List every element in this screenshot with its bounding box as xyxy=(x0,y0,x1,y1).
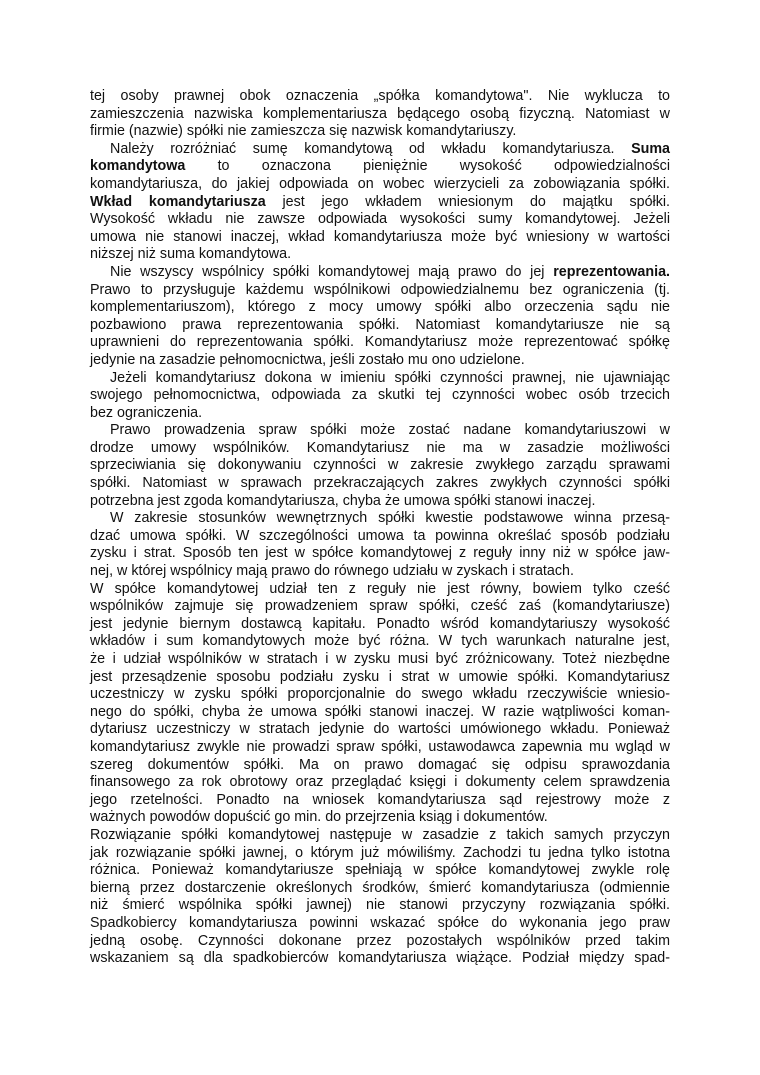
text-line xyxy=(90,475,670,493)
text-line xyxy=(90,229,670,247)
text-line xyxy=(90,299,670,317)
text-run: niższej niż suma komandytowa. xyxy=(90,246,292,263)
text-line xyxy=(90,123,670,141)
text-line xyxy=(90,669,670,687)
bold-term: komandytowa xyxy=(90,158,186,175)
text-line xyxy=(90,845,670,863)
text-run: W spółce komandytowej udział ten z reguły nie jest równy, bowiem tylko cześć xyxy=(90,580,670,597)
text-line xyxy=(90,528,670,546)
text-run: nej, w której wspólnicy mają prawo do równego udziału w zyskach i stratach. xyxy=(90,563,574,580)
text-run: jak rozwiązanie spółki jawnej, o którym już mówiliśmy. Zachodzi tu jedna tylko istotna xyxy=(90,844,670,861)
text-run: drodze umowy wspólników. Komandytariusz nie ma w zasadzie możliwości xyxy=(90,439,670,456)
text-line xyxy=(90,933,670,951)
text-run: pozbawiono prawa reprezentowania spółki. Natomiast komandytariusze nie są xyxy=(90,316,670,333)
text-line xyxy=(90,405,670,423)
text-run: Spadkobiercy komandytariusza powinni wskazać spółce do wykonania jego praw xyxy=(90,914,670,931)
text-run: jest jedynie biernym dostawcą kapitału. Ponadto wśród komandytariuszy wysokość xyxy=(90,615,670,632)
text-run: dzać umowa spółki. W szczególności umowa ta powinna określać sposób podziału xyxy=(90,527,670,544)
text-line xyxy=(90,88,670,106)
bold-term: Suma xyxy=(631,140,670,157)
text-line xyxy=(90,581,670,599)
text-run: to oznaczona pieniężnie wysokość odpowiedzialności xyxy=(185,158,670,175)
paragraph-p5 xyxy=(90,422,670,510)
text-run: Rozwiązanie spółki komandytowej następuje w zasadzie z takich samych przyczyn xyxy=(90,826,670,843)
bold-term: Wkład komandytariusza xyxy=(90,193,266,210)
text-run: finansowego za rok obrotowy oraz przeglądać księgi i dokumenty celem sprawdzenia xyxy=(90,774,670,791)
text-line xyxy=(90,370,670,388)
text-run: W zakresie stosunków wewnętrznych spółki kwestie podstawowe winna przesą- xyxy=(110,510,670,527)
text-run: jego rzetelności. Ponadto na wniosek komandytariusza sąd rejestrowy może z xyxy=(90,791,670,808)
text-run: nego do spółki, chyba że umowa spółki stanowi inaczej. W razie wątpliwości koman- xyxy=(90,703,670,720)
text-line xyxy=(90,704,670,722)
text-run: jest przesądzenie sposobu podziału zysku i strat w umowie spółki. Komandytariusz xyxy=(90,668,670,685)
text-line xyxy=(90,352,670,370)
text-run: Prawo to przysługuje każdemu wspólnikowi odpowiedzialnemu bez ograniczenia (tj. xyxy=(90,281,670,298)
text-run: swojego pełnomocnictwa, odpowiada za skutki tej czynności wobec osób trzecich xyxy=(90,387,670,404)
text-run: jedną osobę. Czynności dokonane przez pozostałych wspólników przed takim xyxy=(90,932,670,949)
text-line xyxy=(90,387,670,405)
text-run: jedynie na zasadzie pełnomocnictwa, jeśli zostało mu ono udzielone. xyxy=(90,351,525,368)
text-line xyxy=(90,827,670,845)
text-line xyxy=(90,563,670,581)
text-run: uprawnieni do reprezentowania spółki. Komandytariusz może reprezentować spółkę xyxy=(90,334,670,351)
text-run: tej osoby prawnej obok oznaczenia „spółka komandytowa". Nie wyklucza to xyxy=(90,88,670,104)
paragraph-p7 xyxy=(90,581,670,827)
text-line xyxy=(90,158,670,176)
text-line xyxy=(90,457,670,475)
bold-term: reprezentowania. xyxy=(553,263,670,280)
text-line xyxy=(90,757,670,775)
paragraph-p6 xyxy=(90,510,670,580)
text-line xyxy=(90,176,670,194)
text-line xyxy=(90,721,670,739)
text-run: dytariusz uczestniczy w stratach jedynie do wartości umówionego wkładu. Ponieważ xyxy=(90,721,670,738)
text-line xyxy=(90,211,670,229)
text-line xyxy=(90,880,670,898)
text-run: Prawo prowadzenia spraw spółki może zostać nadane komandytariuszowi w xyxy=(110,422,670,439)
paragraph-p4 xyxy=(90,370,670,423)
text-run: komplementariuszom), którego z mocy umowy spółki albo orzeczenia sądu nie xyxy=(90,299,670,316)
text-run: zysku i strat. Sposób ten jest w spółce komandytowej z reguły inny niż w spółce jaw- xyxy=(90,545,670,562)
text-line xyxy=(90,334,670,352)
text-line xyxy=(90,739,670,757)
text-run: wskazaniem są dla spadkobierców komandytariusza wiążące. Podział między spad- xyxy=(90,950,670,967)
text-run: Nie wszyscy wspólnicy spółki komandytowej mają prawo do jej xyxy=(110,263,554,280)
text-line xyxy=(90,792,670,810)
text-run: komandytariusz zwykle nie prowadzi spraw spółki, ustawodawca zapewnia mu wgląd w xyxy=(90,738,670,755)
paragraph-p1 xyxy=(90,88,670,141)
text-run: szereg dokumentów spółki. Ma on prawo domagać się odpisu sprawozdania xyxy=(90,756,670,773)
text-run: spółki. Natomiast w sprawach przekraczających zakres zwykłych czynności spółki xyxy=(90,475,670,492)
text-run: zamieszczenia nazwiska komplementariusza będącego osobą fizyczną. Natomiast w xyxy=(90,105,670,122)
text-run: Wysokość wkładu nie zawsze odpowiada wysokości sumy komandytowej. Jeżeli xyxy=(90,211,670,228)
text-run: wkładów i sum komandytowych może być różna. W tych warunkach naturalne jest, xyxy=(90,633,670,650)
text-run: jest jego wkładem wniesionym do majątku spółki. xyxy=(265,193,671,210)
text-run: bierną przez dostarczenie określonych środków, śmierć komandytariusza (odmiennie xyxy=(90,879,670,896)
text-line xyxy=(90,422,670,440)
paragraph-p3 xyxy=(90,264,670,370)
text-line xyxy=(90,774,670,792)
text-line xyxy=(90,616,670,634)
text-line xyxy=(90,598,670,616)
document-page xyxy=(90,88,670,968)
text-line xyxy=(90,545,670,563)
text-line xyxy=(90,915,670,933)
text-line xyxy=(90,317,670,335)
text-line xyxy=(90,264,670,282)
text-run: potrzebna jest zgoda komandytariusza, chyba że umowa spółki stanowi inaczej. xyxy=(90,492,596,509)
text-line xyxy=(90,246,670,264)
text-line xyxy=(90,862,670,880)
text-run: Należy rozróżniać sumę komandytową od wkładu komandytariusza. xyxy=(110,140,632,157)
text-line xyxy=(90,106,670,124)
text-line xyxy=(90,809,670,827)
text-line xyxy=(90,897,670,915)
text-run: bez ograniczenia. xyxy=(90,404,203,421)
text-run: Jeżeli komandytariusz dokona w imieniu spółki czynności prawnej, nie ujawniając xyxy=(110,369,670,386)
text-line xyxy=(90,950,670,968)
text-run: uczestniczy w zysku spółki proporcjonalnie do swego wkładu rzeczywiście wniesio- xyxy=(90,686,670,703)
text-line xyxy=(90,194,670,212)
text-run: niż śmierć wspólnika spółki jawnej) nie stanowi przyczyny rozwiązania spółki. xyxy=(90,897,670,914)
text-line xyxy=(90,282,670,300)
text-run: wspólników zajmuje się prowadzeniem spraw spółki, cześć zaś (komandytariusze) xyxy=(90,598,670,615)
text-run: umowa nie stanowi inaczej, wkład komandytariusza może być wniesiony w wartości xyxy=(90,228,670,245)
paragraph-p8 xyxy=(90,827,670,968)
text-run: ważnych powodów dopuścić go min. do przejrzenia ksiąg i dokumentów. xyxy=(90,809,548,826)
text-run: sprzeciwiania się dokonywaniu czynności w zakresie zwykłego zarządu sprawami xyxy=(90,457,670,474)
text-line xyxy=(90,493,670,511)
text-line xyxy=(90,633,670,651)
paragraph-p2 xyxy=(90,141,670,264)
text-run: komandytariusza, do jakiej odpowiada on wobec wierzycieli za zobowiązania spółki. xyxy=(90,175,670,192)
text-line xyxy=(90,651,670,669)
text-line xyxy=(90,686,670,704)
text-run: różnica. Ponieważ komandytariusze spełniają w spółce komandytowej zwykle rolę xyxy=(90,862,670,879)
text-run: że i udział wspólników w stratach i w zysku musi być zróżnicowany. Toteż niezbędne xyxy=(90,651,670,667)
text-run: firmie (nazwie) spółki nie zamieszcza się nazwisk komandytariuszy. xyxy=(90,123,517,140)
text-line xyxy=(90,440,670,458)
text-line xyxy=(90,510,670,528)
text-line xyxy=(90,141,670,159)
